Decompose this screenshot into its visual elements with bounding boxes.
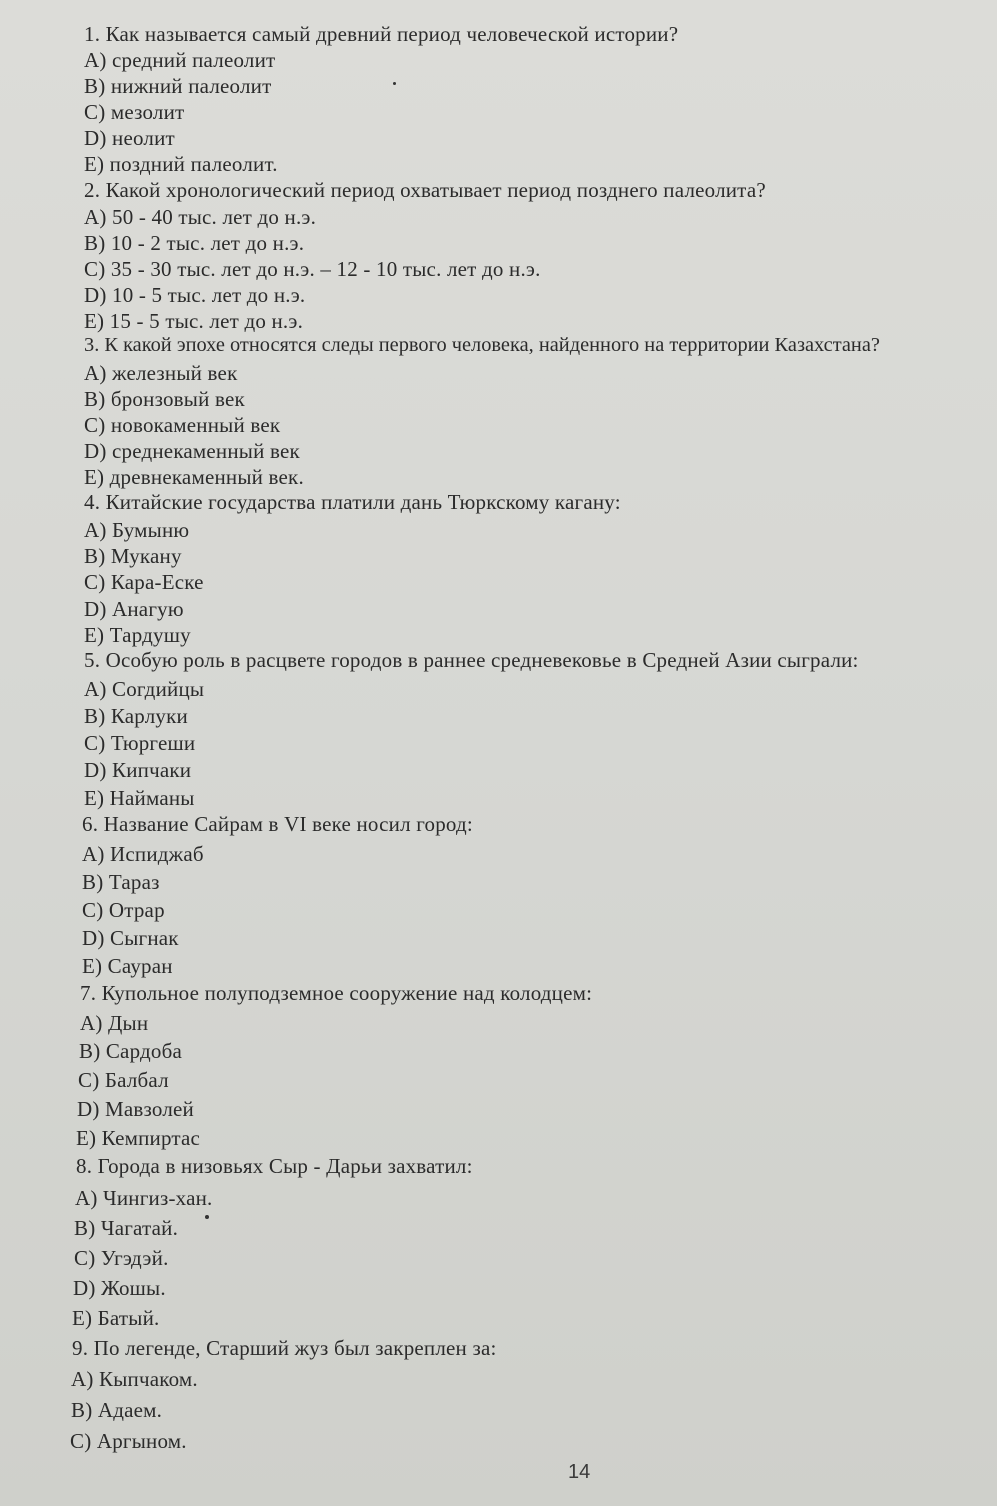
question-6: 6. Название Сайрам в VI веке носил город:: [82, 812, 473, 836]
question-1: 1. Как называется самый древний период человеческой истории?: [84, 22, 679, 46]
question-5-option-d: D) Кипчаки: [84, 758, 192, 782]
question-6-option-d: D) Сыгнак: [82, 926, 179, 950]
question-3-option-e: E) древнекаменный век.: [84, 465, 304, 489]
question-7-option-c: C) Балбал: [78, 1068, 169, 1092]
question-6-option-a: A) Испиджаб: [82, 842, 204, 866]
question-8-option-c: C) Угэдэй.: [74, 1246, 169, 1270]
question-4-option-a: A) Бумыню: [84, 518, 190, 542]
question-7-option-d: D) Мавзолей: [77, 1097, 194, 1121]
question-4-option-c: C) Кара-Еске: [84, 570, 204, 594]
question-8-option-e: E) Батый.: [72, 1306, 160, 1330]
question-2-option-a: A) 50 - 40 тыс. лет до н.э.: [84, 205, 317, 229]
question-1-option-c: C) мезолит: [84, 100, 185, 124]
question-1-option-d: D) неолит: [84, 126, 175, 150]
question-7-option-e: E) Кемпиртас: [76, 1126, 201, 1150]
question-8-option-a: A) Чингиз-хан.: [75, 1186, 213, 1210]
question-3-option-a: A) железный век: [84, 361, 238, 385]
question-9-option-c: C) Аргыном.: [70, 1429, 187, 1453]
question-2-option-e: E) 15 - 5 тыс. лет до н.э.: [84, 309, 304, 333]
question-3-option-b: B) бронзовый век: [84, 387, 245, 411]
question-8-option-b: B) Чагатай.: [74, 1216, 179, 1240]
question-4-option-b: B) Мукану: [84, 544, 182, 568]
question-7: 7. Купольное полуподземное сооружение над колодцем:: [80, 981, 593, 1005]
question-7-option-a: A) Дын: [80, 1011, 149, 1035]
question-9-option-a: A) Кыпчаком.: [71, 1367, 198, 1391]
question-8-option-d: D) Жошы.: [73, 1276, 166, 1300]
question-5-option-c: C) Тюргеши: [84, 731, 196, 755]
question-4-option-e: E) Тардушу: [84, 623, 191, 647]
question-2-option-c: C) 35 - 30 тыс. лет до н.э. – 12 - 10 тыс. лет до н.э.: [84, 257, 541, 281]
question-3: 3. К какой эпохе относятся следы первого человека, найденного на территории Казахстана?: [84, 334, 880, 356]
question-8: 8. Города в низовьях Сыр - Дарьи захватил:: [76, 1154, 473, 1178]
question-3-option-c: C) новокаменный век: [84, 413, 281, 437]
question-5-option-e: E) Найманы: [84, 786, 195, 810]
question-4-option-d: D) Анагую: [84, 597, 184, 621]
question-9-option-b: B) Адаем.: [71, 1398, 163, 1422]
question-6-option-e: E) Сауран: [82, 954, 173, 978]
question-5: 5. Особую роль в расцвете городов в раннее средневековье в Средней Азии сыграли:: [84, 648, 859, 672]
print-speck: [393, 82, 396, 85]
question-1-option-b: B) нижний палеолит: [84, 74, 272, 98]
question-5-option-a: A) Согдийцы: [84, 677, 205, 701]
question-2-option-b: B) 10 - 2 тыс. лет до н.э.: [84, 231, 305, 255]
question-3-option-d: D) среднекаменный век: [84, 439, 300, 463]
question-9: 9. По легенде, Старший жуз был закреплен за:: [72, 1336, 497, 1360]
print-speck: [205, 1215, 209, 1219]
question-4: 4. Китайские государства платили дань Тюркскому кагану:: [84, 490, 621, 514]
question-1-option-a: A) средний палеолит: [84, 48, 276, 72]
question-7-option-b: B) Сардоба: [79, 1039, 182, 1063]
page-number: 14: [568, 1461, 591, 1483]
question-2-option-d: D) 10 - 5 тыс. лет до н.э.: [84, 283, 306, 307]
question-1-option-e: E) поздний палеолит.: [84, 152, 278, 176]
question-5-option-b: B) Карлуки: [84, 704, 188, 728]
question-2: 2. Какой хронологический период охватывает период позднего палеолита?: [84, 178, 766, 202]
question-6-option-b: B) Тараз: [82, 870, 160, 894]
question-6-option-c: C) Отрар: [82, 898, 165, 922]
